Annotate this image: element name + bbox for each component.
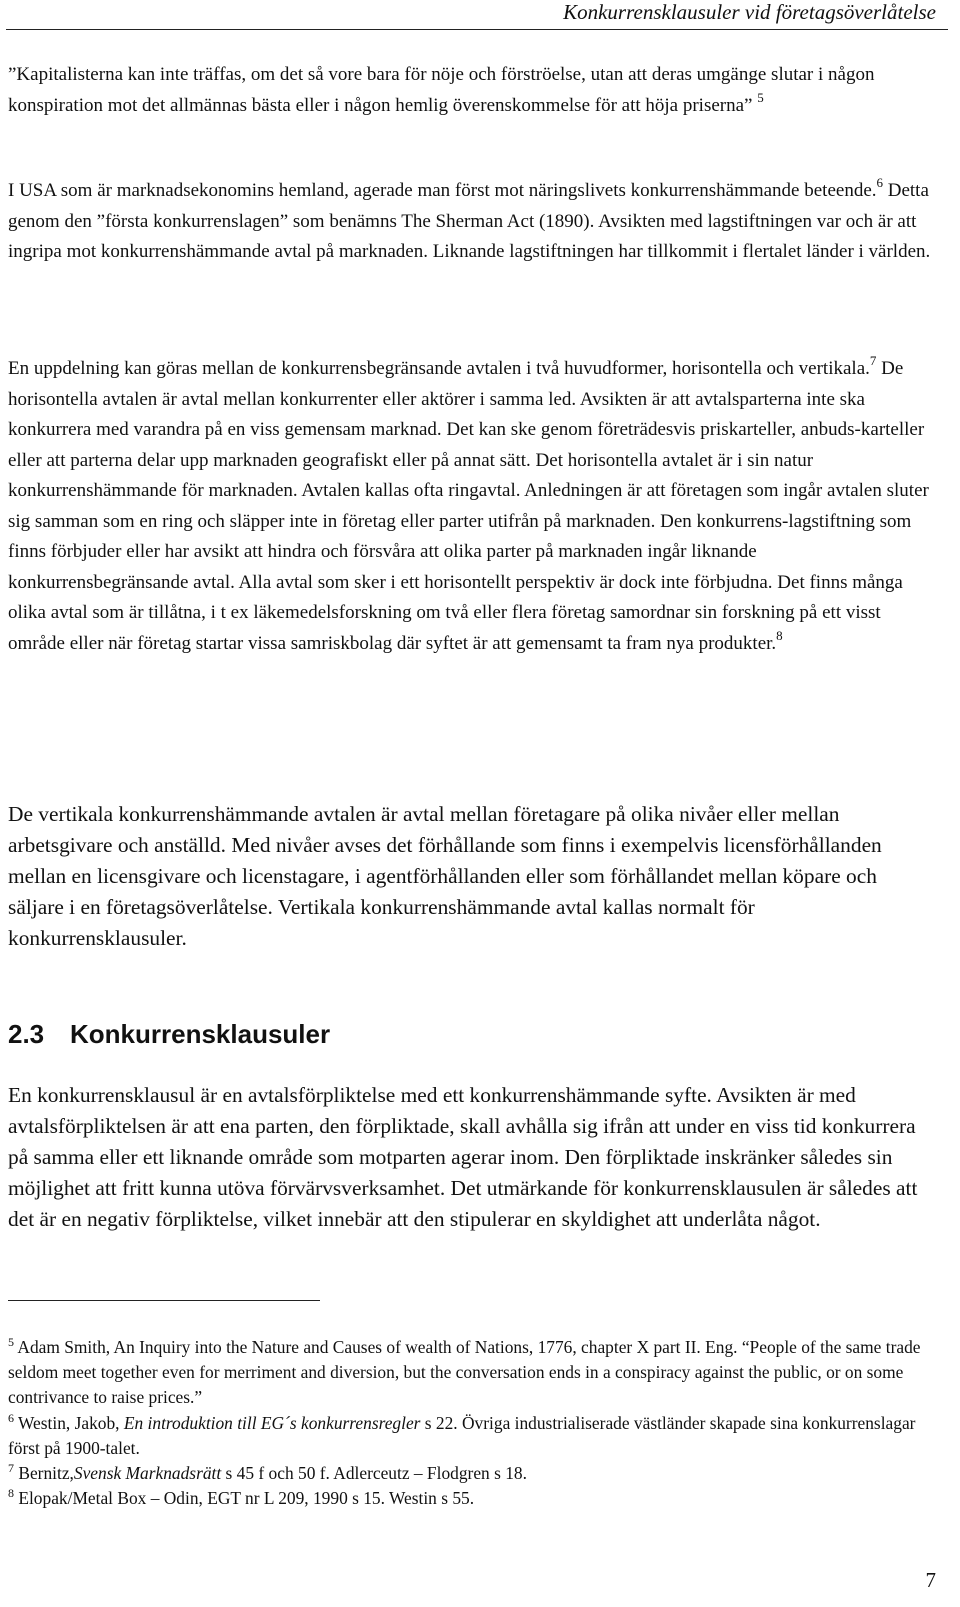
paragraph-usa	[8, 176, 938, 268]
paragraph-text: Detta genom den ”första konkurrenslagen” som benämns The Sherman Act (1890). Avsikten med lagstiftningen var och är att ingripa mot konkurrenshämmande avtal på marknaden. Liknande lagstiftningen har tillkommit i flertalet länder i världen.	[8, 180, 931, 262]
footnote-6: $^6$ Westin, Jakob, En introduktion till EG´s konkurrensregler s 22. Övriga industrialiserade västländer skapade sina konkurrenslagar först på 1900-talet.	[8, 1410, 916, 1458]
page-number: 7	[925, 1568, 936, 1592]
footnote-8: $^8$ Elopak/Metal Box – Odin, EGT nr L 209, 1990 s 15. Westin s 55.	[8, 1486, 475, 1509]
running-header: Konkurrensklausuler vid företagsöverlåtelse	[563, 0, 936, 24]
footnote-ref-7[interactable]: 7	[869, 353, 877, 368]
paragraph-quote	[8, 60, 938, 121]
paragraph-text: De horisontella avtalen är avtal mellan konkurrenter eller aktörer i samma led. Avsikten är att avtalsparterna inte ska konkurrera med varandra på en viss gemensam marknad. Det kan ske genom företrädesvis priskarteller, anbuds-karteller eller att parterna delar upp marknaden geografiskt eller på annat sätt. Det horisontella avtalet är i sin natur konkurrenshämmande för marknaden. Avtalen kallas ofta ringavtal. Anledningen är att företagen som ingår avtalen sluter sig samman som en ring och släpper inte in företag eller parter utifrån på marknaden. Den konkurrens-lagstiftning som finns förbjuder eller har avsikt att hindra och försvåra att olika parter på marknaden ingår liknande konkurrensbegränsande avtal. Alla avtal som sker i ett horisontellt perspektiv är dock inte förbjudna. Det finns många olika avtal som är tillåtna, i t ex läkemedelsforskning om två eller flera företag samordnar sin forskning på ett visst område eller när företag startar vissa samriskbolag där syftet är att gemensamt ta fram nya produkter.	[8, 358, 929, 654]
footnote-separator	[8, 1300, 320, 1301]
paragraph-konkurrensklausul	[8, 1080, 938, 1235]
footnote-5: $^5$ Adam Smith, An Inquiry into the Nature and Causes of wealth of Nations, 1776, chapter X part II. Eng. “People of the same trade seldom meet together even for merriment and diversion, but the conversation ends in a conspiracy against the public, or on some contrivance to raise prices.”	[8, 1335, 921, 1408]
paragraph-text: En uppdelning kan göras mellan de konkurrensbegränsande avtalen i två huvudformer, horisontella och vertikala.	[8, 358, 870, 379]
paragraph-vertical	[8, 799, 938, 954]
paragraph-text: En konkurrensklausul är en avtalsförpliktelse med ett konkurrenshämmande syfte. Avsikten är med avtalsförpliktelsen är att ena parten, den förpliktade, skall avhålla sig ifrån att under en viss tid konkurrera på samma eller ett liknande område som motparten agerar inom. Den förpliktade inskränker således sin möjlighet att fritt kunna utöva förvärvsverksamhet. Det utmärkande för konkurrensklausulen är således att det är en negativ förpliktelse, vilket innebär att den stipulerar en skyldighet att underlåta något.	[8, 1083, 918, 1231]
footnote-ref-6[interactable]: 6	[876, 175, 883, 190]
quote-text: ”Kapitalisterna kan inte träffas, om det så vore bara för nöje och förströelse, utan att deras umgänge slutar i någon konspiration mot det allmännas bästa eller i någon hemlig överenskommelse för att höja priserna”	[8, 64, 875, 116]
paragraph-horizontal	[8, 354, 938, 659]
section-number: 2.3	[8, 1019, 45, 1049]
section-heading	[8, 1019, 330, 1050]
footnote-ref-8[interactable]: 8	[776, 627, 783, 643]
paragraph-text: I USA som är marknadsekonomins hemland, agerade man först mot näringslivets konkurrenshämmande beteende.	[8, 180, 877, 201]
header-rule	[6, 29, 948, 30]
section-title: Konkurrensklausuler	[70, 1019, 331, 1049]
footnotes	[8, 1335, 938, 1511]
paragraph-text: De vertikala konkurrenshämmande avtalen är avtal mellan företagare på olika nivåer eller mellan arbetsgivare och anställd. Med nivåer avses det förhållande som finns i exempelvis licensförhållanden mellan en licensgivare och licenstagare, i agentförhållanden eller som förhållandet mellan köpare och säljare i en företagsöverlåtelse. Vertikala konkurrenshämmande avtal kallas normalt för konkurrensklausuler.	[8, 802, 882, 950]
footnote-7: $^7$ Bernitz,Svensk Marknadsrätt s 45 f och 50 f. Adlerceutz – Flodgren s 18.	[8, 1461, 527, 1484]
footnote-ref-5[interactable]: 5	[757, 89, 764, 105]
